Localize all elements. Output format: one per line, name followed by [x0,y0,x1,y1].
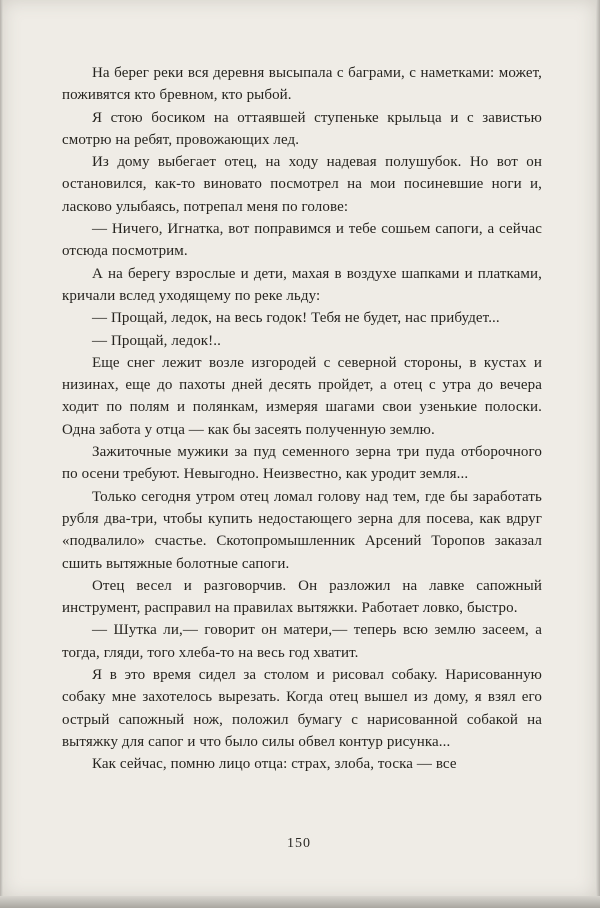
paragraph: Я стою босиком на оттаявшей ступеньке крыльца и с завистью смотрю на ребят, провожающих лед. [62,109,542,148]
paragraph: Только сегодня утром отец ломал голову над тем, где бы заработать рубля два-три, чтобы купить недостающего зерна для посева, как вдруг «подвалило» счастье. Скотопромышленник Арсений Торопов заказал сшить вытяжные болотные сапоги. [62,488,542,572]
page-number: 150 [287,836,311,851]
paragraph: Как сейчас, помню лицо отца: страх, злоба, тоска — все [92,756,457,773]
paragraph: Еще снег лежит возле изгородей с северной стороны, в кустах и низинах, еще до пахоты дней десять пройдет, а отец с утра до вечера ходит по полям и полянкам, измеряя шагами свои узенькие полоски. Одна забота у отца — как бы засеять полученную землю. [62,354,542,438]
paragraph: А на берегу взрослые и дети, махая в воздухе шапками и платками, кричали вслед уходящему по реке льду: [62,265,542,304]
scan-edge-bottom [0,896,600,908]
paragraph-dialogue: — Ничего, Игнатка, вот поправимся и тебе сошьем сапоги, а сейчас отсюда посмотрим. [62,221,542,260]
paragraph: Из дому выбегает отец, на ходу надевая полушубок. Но вот он остановился, как-то виновато посмотрел на мои посиневшие ноги и, ласково улыбаясь, потрепал меня по голове: [62,154,542,215]
paragraph-dialogue: — Шутка ли,— говорит он матери,— теперь всю землю засеем, а тогда, гляди, того хлеба-то на весь год хватит. [62,622,542,661]
paragraph-dialogue: — Прощай, ледок, на весь годок! Тебя не будет, нас прибудет... [92,310,500,327]
paragraph: Отец весел и разговорчив. Он разложил на лавке сапожный инструмент, расправил на правилах вытяжки. Работает ловко, быстро. [62,577,542,617]
book-page [2,0,596,898]
page-text [62,62,542,776]
scan-edge-right [596,0,600,908]
paragraph: На берег реки вся деревня высыпала с баграми, с наметками: может, поживятся кто бревном, кто рыбой. [62,65,542,104]
paragraph-dialogue: — Прощай, ледок!.. [92,332,221,349]
scan-edge-left [0,0,3,908]
paragraph: Я в это время сидел за столом и рисовал собаку. Нарисованную собаку мне захотелось вырезать. Когда отец вышел из дому, я взял его острый сапожный нож, положил бумагу с нарисованной собакой на вытяжку для сапог и что было силы обвел контур рисунка... [62,667,542,750]
paragraph: Зажиточные мужики за пуд семенного зерна три пуда отборочного по осени требуют. Невыгодно. Неизвестно, как уродит земля... [62,444,542,483]
